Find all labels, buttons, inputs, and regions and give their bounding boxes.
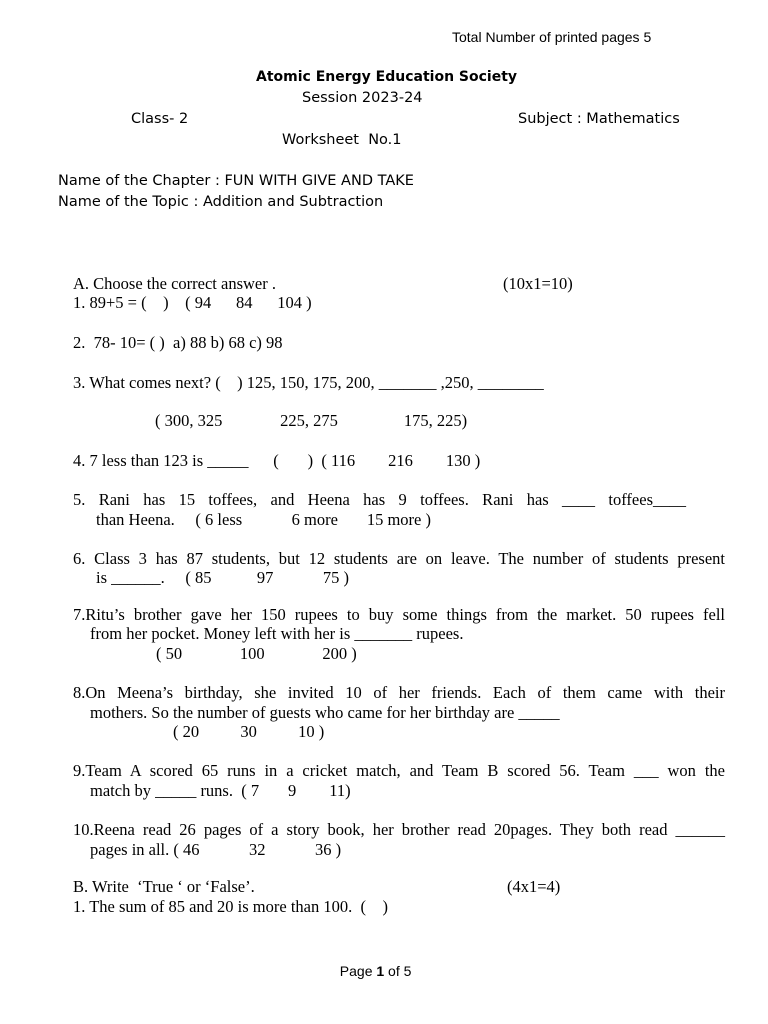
section-b-marks: (4x1=4) (507, 877, 561, 896)
question-1: 1. 89+5 = ( ) ( 94 84 104 ) (73, 293, 312, 312)
question-10-line-1: 10.Reena read 26 pages of a story book, her brother read 20pages. They both read ______ (73, 820, 725, 839)
question-6-line-2: is ______. ( 85 97 75 ) (96, 568, 349, 587)
class-label: Class- 2 (131, 111, 189, 127)
page-prefix: Page (339, 963, 377, 979)
page-suffix: of 5 (384, 963, 412, 979)
question-5-line-1: 5. Rani has 15 toffees, and Heena has 9 toffees. Rani has ____ toffees____ (73, 490, 686, 509)
section-b-question-1: 1. The sum of 85 and 20 is more than 100. ( ) (73, 897, 388, 916)
question-5-line-2: than Heena. ( 6 less 6 more 15 more ) (96, 510, 431, 529)
subject-label: Subject : Mathematics (518, 111, 680, 127)
worksheet-label: Worksheet No.1 (282, 132, 402, 148)
section-a-marks: (10x1=10) (503, 274, 573, 293)
question-6-line-1: 6. Class 3 has 87 students, but 12 students are on leave. The number of students present (73, 549, 725, 568)
question-9-line-1: 9.Team A scored 65 runs in a cricket match, and Team B scored 56. Team ___ won the (73, 761, 725, 780)
question-9-line-2: match by _____ runs. ( 7 9 11) (90, 781, 351, 800)
question-7-line-2: from her pocket. Money left with her is _______ rupees. (90, 624, 464, 643)
question-8-line-1: 8.On Meena’s birthday, she invited 10 of her friends. Each of them came with their (73, 683, 725, 702)
question-2: 2. 78- 10= ( ) a) 88 b) 68 c) 98 (73, 333, 283, 352)
question-10-line-2: pages in all. ( 46 32 36 ) (90, 840, 342, 859)
section-b-title: B. Write ‘True ‘ or ‘False’. (73, 877, 255, 896)
topic-name: Name of the Topic : Addition and Subtraction (58, 194, 384, 210)
session: Session 2023-24 (302, 90, 423, 106)
question-8-line-2: mothers. So the number of guests who came for her birthday are _____ (90, 703, 560, 722)
page-number: 1 (376, 963, 385, 979)
printed-pages-note: Total Number of printed pages 5 (452, 29, 652, 45)
section-a-title: A. Choose the correct answer . (73, 274, 276, 293)
question-3-options: ( 300, 325 225, 275 175, 225) (155, 411, 468, 430)
question-7-line-1: 7.Ritu’s brother gave her 150 rupees to buy some things from the market. 50 rupees fell (73, 605, 725, 624)
question-8-options: ( 20 30 10 ) (173, 722, 325, 741)
question-7-options: ( 50 100 200 ) (156, 644, 357, 663)
org-title: Atomic Energy Education Society (256, 69, 518, 85)
question-3: 3. What comes next? ( ) 125, 150, 175, 200, _______ ,250, ________ (73, 373, 544, 392)
page-footer (332, 947, 411, 979)
chapter-name: Name of the Chapter : FUN WITH GIVE AND TAKE (58, 173, 414, 189)
question-4: 4. 7 less than 123 is _____ ( ) ( 116 216 130 ) (73, 451, 481, 470)
